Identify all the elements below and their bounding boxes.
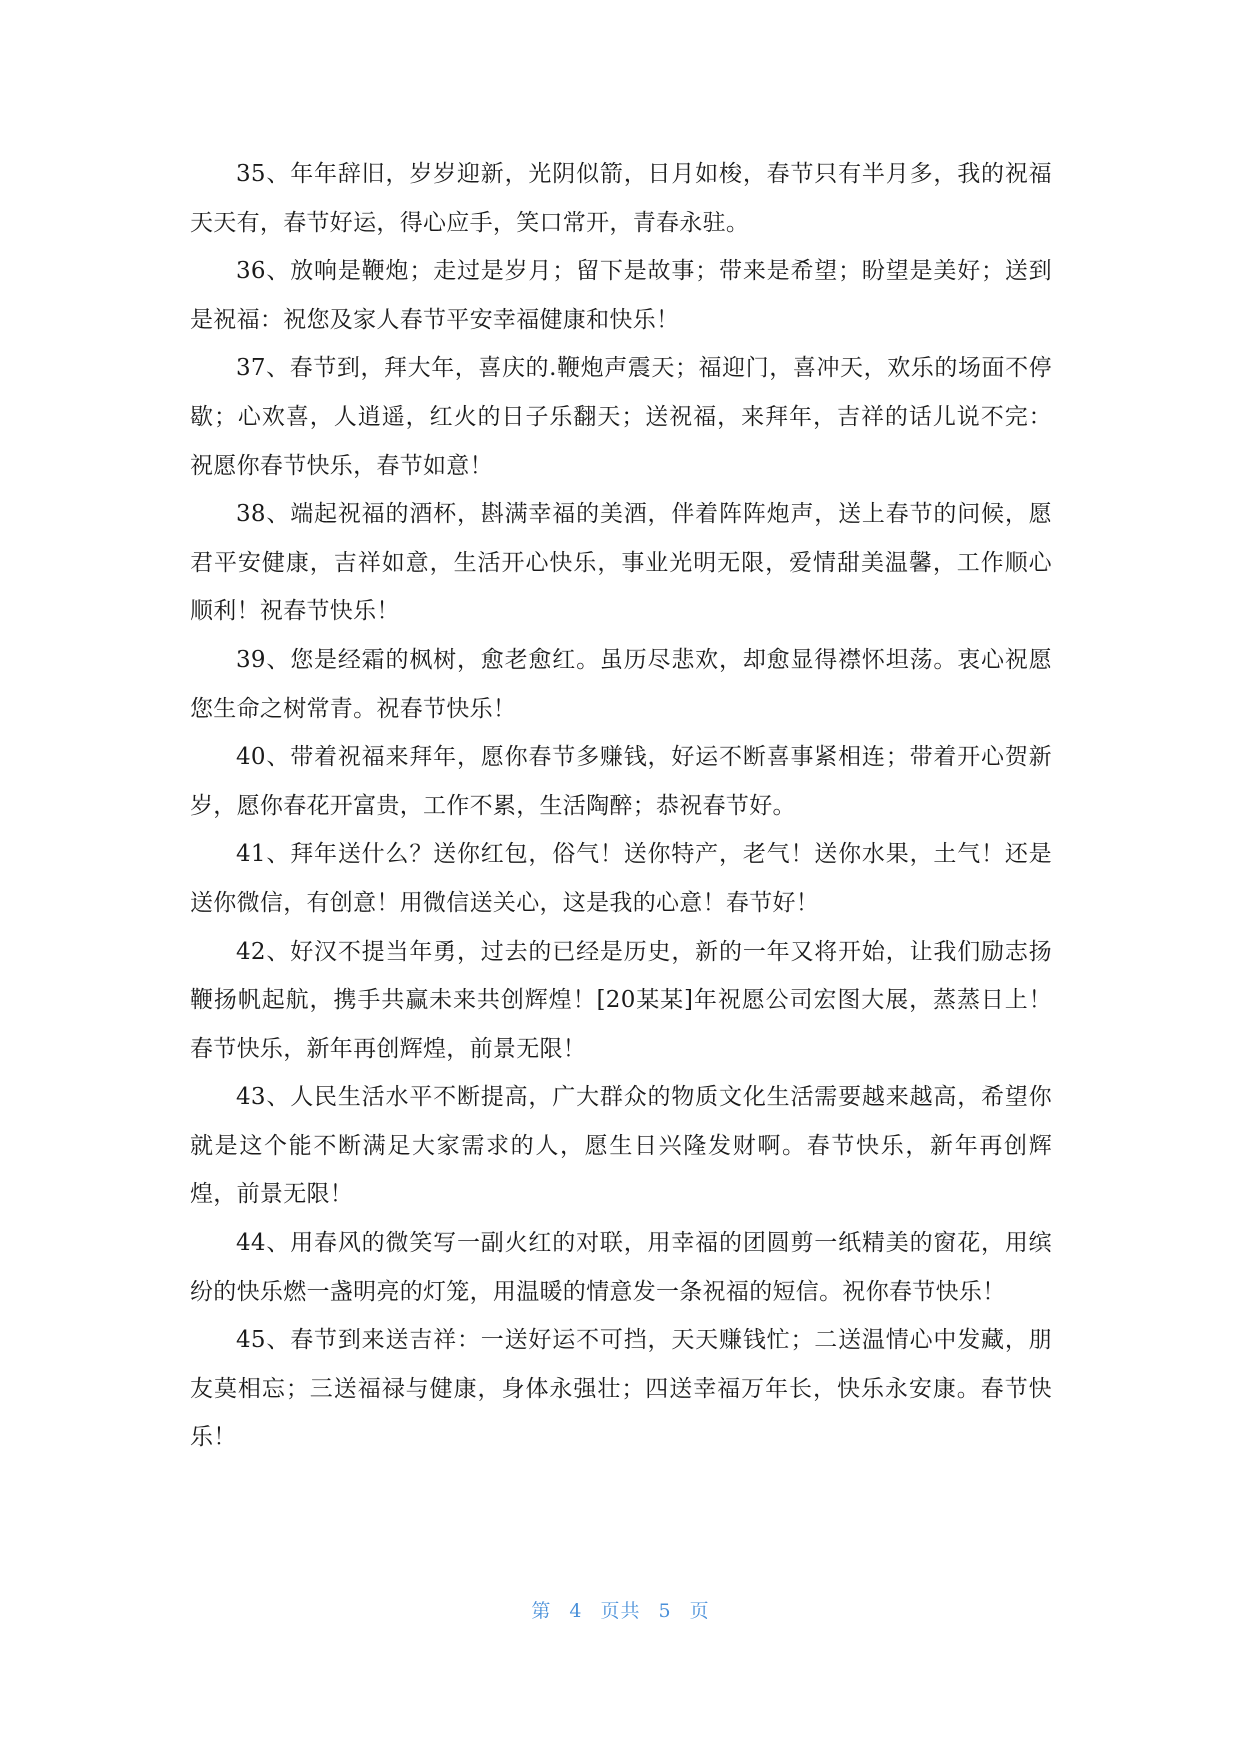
paragraph-41: 41、拜年送什么？送你红包，俗气！送你特产，老气！送你水果，土气！还是送你微信，有创意！用微信送关心，这是我的心意！春节好！ xyxy=(190,841,1052,916)
footer-current-page: 4 xyxy=(569,1600,583,1622)
paragraph-43: 43、人民生活水平不断提高，广大群众的物质文化生活需要越来越高，希望你就是这个能不断满足大家需求的人，愿生日兴隆发财啊。春节快乐，新年再创辉煌，前景无限！ xyxy=(190,1084,1052,1208)
footer-total-pages: 5 xyxy=(658,1600,672,1622)
paragraph-42: 42、好汉不提当年勇，过去的已经是历史，新的一年又将开始，让我们励志扬鞭扬帆起航，携手共赢未来共创辉煌！[20某某]年祝愿公司宏图大展，蒸蒸日上！春节快乐，新年再创辉煌，前景无限！ xyxy=(190,938,1052,1062)
footer-suffix: 页 xyxy=(689,1600,710,1622)
paragraph-44: 44、用春风的微笑写一副火红的对联，用幸福的团圆剪一纸精美的窗花，用缤纷的快乐燃一盏明亮的灯笼，用温暖的情意发一条祝福的短信。祝你春节快乐！ xyxy=(190,1230,1052,1305)
paragraph-36: 36、放响是鞭炮；走过是岁月；留下是故事；带来是希望；盼望是美好；送到是祝福：祝您及家人春节平安幸福健康和快乐！ xyxy=(190,258,1052,333)
paragraph-35: 35、年年辞旧，岁岁迎新，光阴似箭，日月如梭，春节只有半月多，我的祝福天天有，春节好运，得心应手，笑口常开，青春永驻。 xyxy=(190,161,1052,236)
paragraph-37: 37、春节到，拜大年，喜庆的.鞭炮声震天；福迎门，喜冲天，欢乐的场面不停歇；心欢喜，人逍遥，红火的日子乐翻天；送祝福，来拜年，吉祥的话儿说不完：祝愿你春节快乐，春节如意！ xyxy=(190,355,1052,479)
footer-prefix: 第 xyxy=(531,1600,552,1622)
document-body xyxy=(190,150,1052,1462)
paragraph-39: 39、您是经霜的枫树，愈老愈红。虽历尽悲欢，却愈显得襟怀坦荡。衷心祝愿您生命之树常青。祝春节快乐！ xyxy=(190,646,1052,722)
page-footer xyxy=(0,1596,1241,1623)
footer-middle: 页共 xyxy=(600,1600,641,1622)
paragraph-38: 38、端起祝福的酒杯，斟满幸福的美酒，伴着阵阵炮声，送上春节的问候，愿君平安健康，吉祥如意，生活开心快乐，事业光明无限，爱情甜美温馨，工作顺心顺利！祝春节快乐！ xyxy=(190,501,1052,625)
paragraph-45: 45、春节到来送吉祥：一送好运不可挡，天天赚钱忙；二送温情心中发藏，朋友莫相忘；三送福禄与健康，身体永强壮；四送幸福万年长，快乐永安康。春节快乐！ xyxy=(190,1327,1052,1451)
paragraph-40: 40、带着祝福来拜年，愿你春节多赚钱，好运不断喜事紧相连；带着开心贺新岁，愿你春花开富贵，工作不累，生活陶醉；恭祝春节好。 xyxy=(190,744,1052,819)
